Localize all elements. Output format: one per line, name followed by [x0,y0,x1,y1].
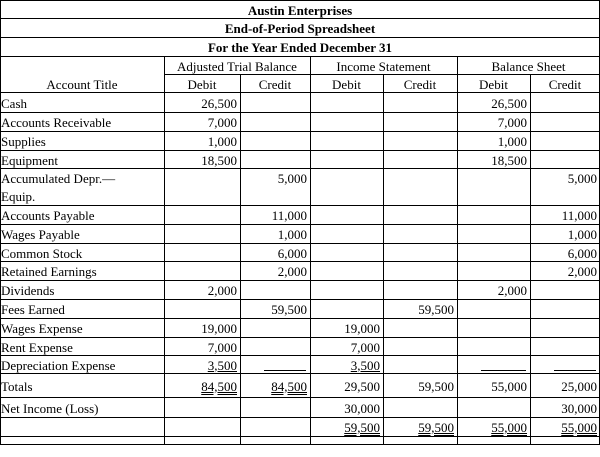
row-atb-debit-value: 2,000 [207,283,237,298]
row-divider [0,150,600,151]
row-divider [0,243,600,244]
row-divider [0,436,600,437]
group-adjusted-trial-balance: Adjusted Trial Balance [177,58,297,74]
totals-atb-debit: 84,500 [201,378,237,394]
column-line [383,74,384,445]
row-bs-credit-value: 11,000 [561,208,597,223]
row-account-title: Wages Expense [1,321,83,336]
row-account-title: Common Stock [1,245,83,261]
row-is-debit-value: 7,000 [350,339,380,355]
header-bs-debit: Debit [479,76,508,92]
bottom-border [0,444,600,445]
totals-is-debit: 29,500 [344,378,380,394]
row-account-title: Cash [1,96,27,111]
group-column-line [164,56,165,445]
row-bs-debit-value: 7,000 [497,115,527,130]
group-column-line [310,56,311,445]
row-divider [0,168,600,169]
sum-rule [554,370,596,371]
row-divider [0,397,600,398]
sum-rule [264,370,306,371]
row-bs-debit-value: 18,500 [491,152,527,168]
totals-bs-credit: 25,000 [561,378,597,394]
totals-atb-credit: 84,500 [271,378,307,394]
row-divider [0,205,600,206]
row-account-title: Rent Expense [1,339,73,355]
final-bs-credit: 55,000 [561,420,597,435]
net-income-label: Net Income (Loss) [1,401,99,416]
row-divider [0,417,600,418]
row-account-title: Retained Earnings [1,264,97,279]
row-account-title: Wages Payable [1,227,80,242]
row-bs-credit-value: 6,000 [567,245,597,261]
final-is-debit: 59,500 [344,420,380,435]
row-divider [0,355,600,356]
group-column-line [457,56,458,445]
row-account-title: Accounts Receivable [1,115,112,130]
totals-bs-debit: 55,000 [491,378,527,394]
column-line [240,74,241,445]
row-atb-debit-value: 7,000 [207,339,237,355]
row-account-title: Fees Earned [1,302,65,317]
row-atb-debit-value: 7,000 [207,115,237,130]
net-income-bs-credit: 30,000 [561,401,597,416]
row-divider [0,318,600,319]
row-atb-credit-value: 2,000 [277,264,307,279]
header-divider [0,56,600,57]
group-divider [164,74,600,75]
header-bs-credit: Credit [548,76,582,92]
header-is-debit: Debit [332,76,361,92]
row-divider [0,373,600,374]
sum-rule [481,370,526,371]
row-account-title: Equipment [1,152,59,168]
row-account-title: Dividends [1,283,55,298]
group-income-statement: Income Statement [336,58,431,74]
final-bs-debit: 55,000 [491,420,527,435]
header-is-credit: Credit [403,76,437,92]
row-divider [0,337,600,338]
row-atb-debit-value: 26,500 [201,96,237,111]
row-divider [0,112,600,113]
totals-is-credit: 59,500 [418,378,454,394]
net-income-is-debit: 30,000 [344,401,380,416]
row-divider [0,224,600,225]
row-account-title-cont: Equip. [1,188,36,204]
row-is-debit-value: 3,500 [350,357,380,373]
row-bs-debit-value: 1,000 [497,134,527,149]
top-border [0,0,600,1]
row-divider [0,280,600,281]
row-divider [0,299,600,300]
row-divider [0,261,600,262]
row-bs-debit-value: 26,500 [491,96,527,111]
column-line [530,74,531,445]
header-atb-credit: Credit [258,76,292,92]
header-account-title: Account Title [46,76,118,92]
left-border [0,0,1,445]
row-account-title: Supplies [1,134,46,149]
row-bs-credit-value: 5,000 [567,170,597,186]
header-divider [0,37,600,38]
row-account-title: Depreciation Expense [1,357,116,373]
header-atb-debit: Debit [187,76,217,92]
row-is-credit-value: 59,500 [418,302,454,317]
row-bs-credit-value: 2,000 [567,264,597,279]
group-balance-sheet: Balance Sheet [491,58,566,74]
row-atb-credit-value: 6,000 [277,245,307,261]
row-atb-credit-value: 1,000 [277,227,307,242]
row-account-title: Accumulated Depr.— [1,170,116,186]
final-is-credit: 59,500 [418,420,454,435]
row-is-debit-value: 19,000 [344,321,380,336]
sheet-title: End-of-Period Spreadsheet [224,21,376,36]
row-atb-debit-value: 18,500 [201,152,237,168]
row-atb-debit-value: 19,000 [201,321,237,336]
header-divider [0,18,600,19]
row-bs-credit-value: 1,000 [567,227,597,242]
row-atb-debit-value: 3,500 [207,357,237,373]
row-atb-debit-value: 1,000 [207,134,237,149]
row-atb-credit-value: 5,000 [277,170,307,186]
row-atb-credit-value: 11,000 [271,208,307,223]
totals-label: Totals [1,378,33,394]
row-divider [0,131,600,132]
row-atb-credit-value: 59,500 [271,302,307,317]
period-label: For the Year Ended December 31 [207,40,393,55]
header-bottom [0,92,600,93]
row-account-title: Accounts Payable [1,208,95,223]
company-name: Austin Enterprises [247,3,353,18]
row-bs-debit-value: 2,000 [497,283,527,298]
